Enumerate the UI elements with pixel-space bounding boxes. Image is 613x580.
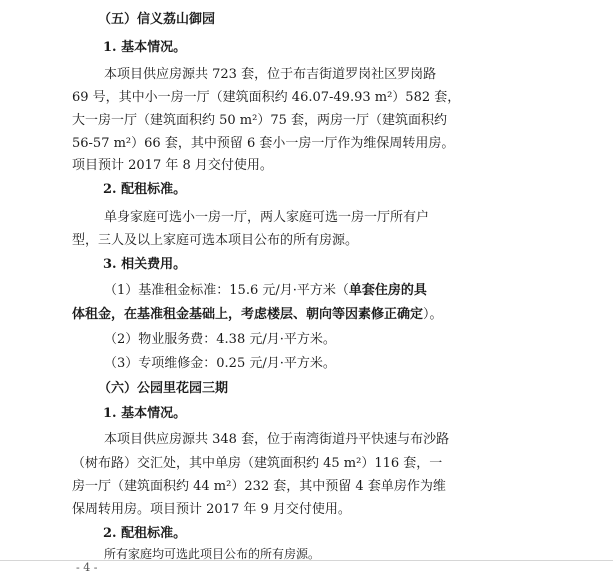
section-5-allocation-heading: 2. 配租标准。 (103, 182, 187, 197)
section-5-fees-heading: 3. 相关费用。 (103, 257, 187, 272)
paragraph-line: （树布路）交汇处，其中单房（建筑面积约 45 m²）116 套，一 (72, 456, 443, 471)
fee-1-end: ）。 (423, 307, 443, 322)
paragraph-line: 单身家庭可选小一房一厅，两人家庭可选一房一厅所有户 (104, 210, 430, 225)
section-5-basic-heading: 1. 基本情况。 (103, 40, 187, 55)
paragraph-line: 型，三人及以上家庭可选本项目公布的所有房源。 (72, 233, 359, 248)
section-5-heading: （五）信义荔山御园 (98, 12, 216, 27)
fee-3-line: （3）专项维修金：0.25 元/月·平方米。 (104, 356, 336, 371)
fee-1-line (104, 282, 427, 300)
fee-1-note-bold: 单套住房的具 (348, 283, 427, 298)
fee-1-note-bold-cont: 体租金，在基准租金基础上，考虑楼层、朝向等因素修正确定 (72, 307, 424, 322)
paragraph-line: 56-57 m²）66 套，其中预留 6 套小一房一厅作为维保周转用房。 (72, 136, 455, 151)
paragraph-line: 保周转用房。项目预计 2017 年 9 月交付使用。 (72, 502, 351, 517)
section-6-allocation-heading: 2. 配租标准。 (103, 526, 187, 541)
page-number: - 4 - (76, 561, 98, 574)
paragraph-line: 项目预计 2017 年 8 月交付使用。 (72, 158, 273, 173)
paragraph-line: 房一厅（建筑面积约 44 m²）232 套，其中预留 4 套单房作为维 (72, 479, 446, 494)
fee-1-line-cont (72, 306, 443, 324)
fee-1-text: （1）基准租金标准：15.6 元/月·平方米（ (104, 283, 349, 298)
fee-2-line: （2）物业服务费：4.38 元/月·平方米。 (104, 332, 336, 347)
section-6-basic-heading: 1. 基本情况。 (103, 406, 187, 421)
section-6-heading: （六）公园里花园三期 (98, 381, 229, 396)
paragraph-line: 本项目供应房源共 348 套，位于南湾街道丹平快速与布沙路 (104, 432, 450, 447)
paragraph-line: 所有家庭均可选此项目公布的所有房源。 (104, 547, 321, 561)
paragraph-line: 大一房一厅（建筑面积约 50 m²）75 套，两房一厅（建筑面积约 (72, 113, 448, 128)
paragraph-line: 69 号，其中小一房一厅（建筑面积约 46.07-49.93 m²）582 套， (72, 90, 461, 105)
paragraph-line: 本项目供应房源共 723 套，位于布吉街道罗岗社区罗岗路 (104, 67, 437, 82)
